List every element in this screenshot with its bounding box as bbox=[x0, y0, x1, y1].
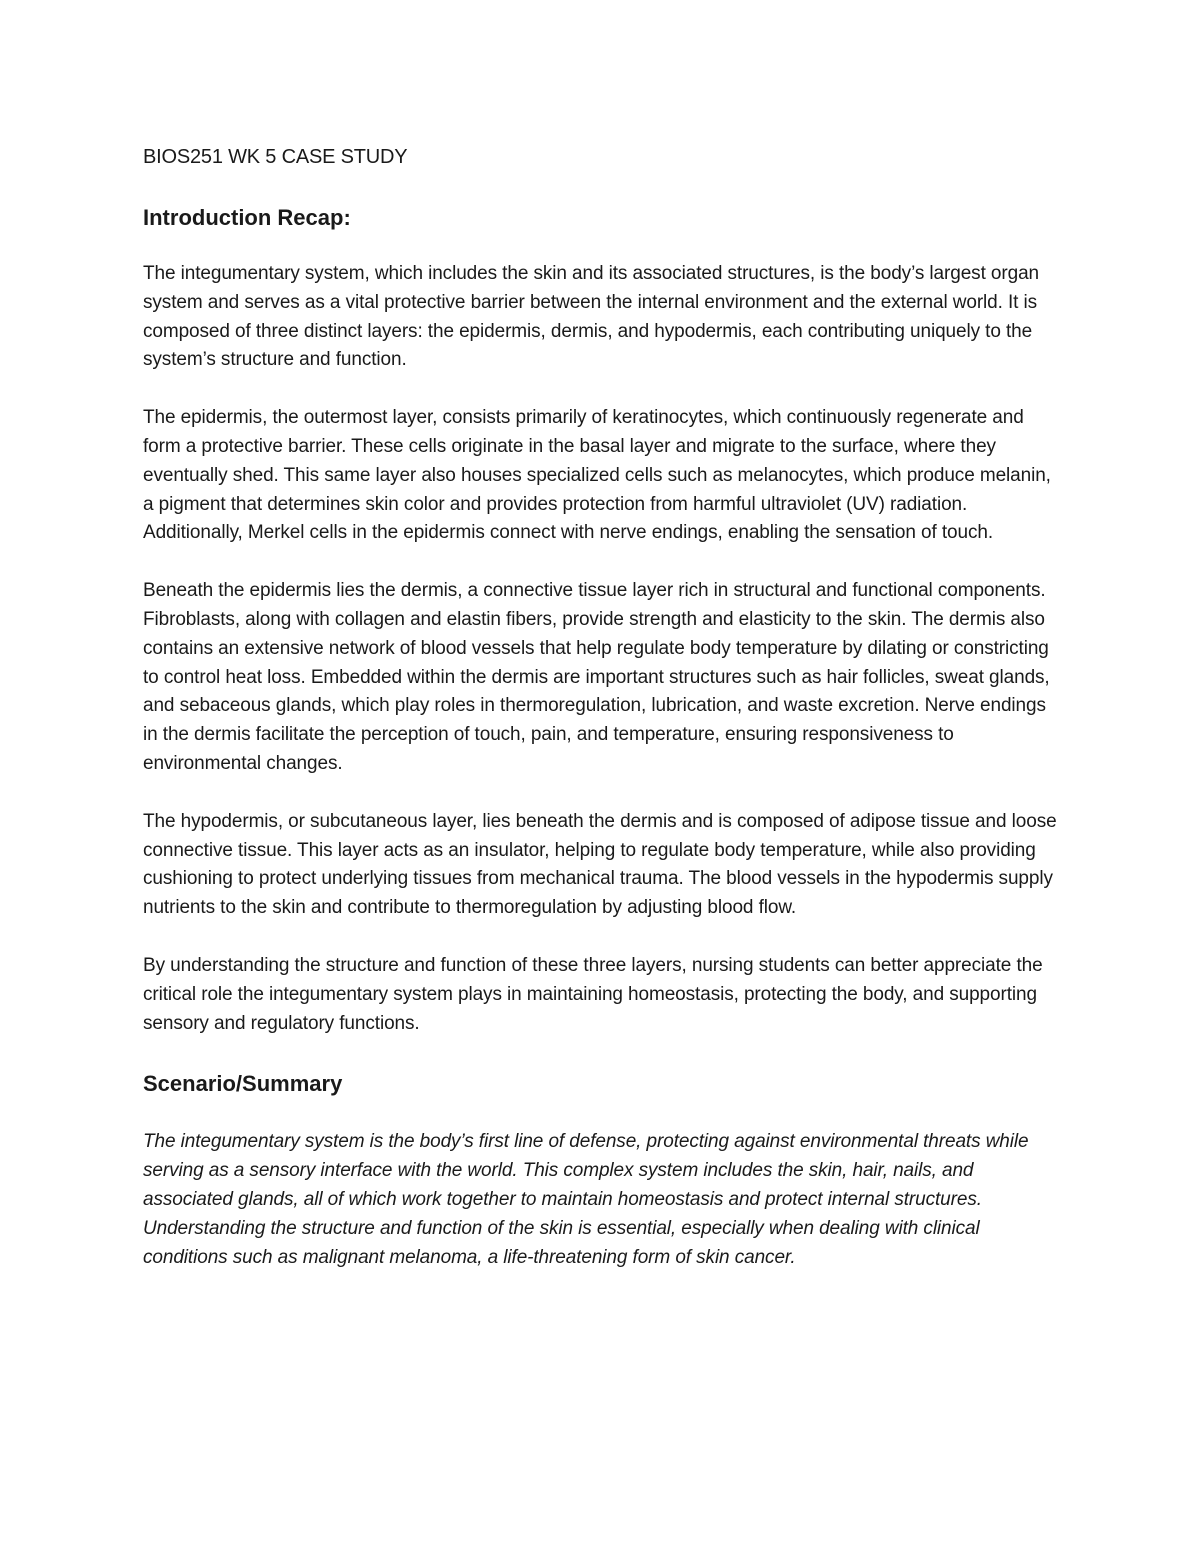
introduction-heading: Introduction Recap: bbox=[143, 205, 351, 230]
scenario-heading: Scenario/Summary bbox=[143, 1071, 343, 1097]
scenario-paragraph: The integumentary system is the body’s first line of defense, protecting against environmental threats while serving as a sensory interface with the world. This complex system includes the skin, hair, nails, and associated glands, all of which work together to maintain homeostasis and protect internal structures. Understanding the structure and function of the skin is essential, especially when dealing with clinical conditions such as malignant melanoma, a life-threatening form of skin cancer. bbox=[143, 1131, 1029, 1268]
document-body bbox=[143, 143, 1058, 1272]
intro-paragraph-1: The integumentary system, which includes the skin and its associated structures, is the body’s largest organ system and serves as a vital protective barrier between the internal environment and the external world. It is composed of three distinct layers: the epidermis, dermis, and hypodermis, each contributing uniquely to the system’s structure and function. bbox=[143, 263, 1040, 371]
document-title: BIOS251 WK 5 CASE STUDY bbox=[143, 146, 408, 168]
intro-paragraph-2: The epidermis, the outermost layer, consists primarily of keratinocytes, which continuously regenerate and form a protective barrier. These cells originate in the basal layer and migrate to the surface, where they eventually shed. This same layer also houses specialized cells such as melanocytes, which produce melanin, a pigment that determines skin color and provides protection from harmful ultraviolet (UV) radiation. Additionally, Merkel cells in the epidermis connect with nerve endings, enabling the sensation of touch. bbox=[143, 407, 1051, 544]
intro-paragraph-3: Beneath the epidermis lies the dermis, a connective tissue layer rich in structural and functional components. Fibroblasts, along with collagen and elastin fibers, provide strength and elasticity to the skin. The dermis also contains an extensive network of blood vessels that help regulate body temperature by dilating or constricting to control heat loss. Embedded within the dermis are important structures such as hair follicles, sweat glands, and sebaceous glands, which play roles in thermoregulation, lubrication, and waste excretion. Nerve endings in the dermis facilitate the perception of touch, pain, and temperature, ensuring responsiveness to environmental changes. bbox=[143, 580, 1050, 774]
intro-paragraph-5: By understanding the structure and function of these three layers, nursing students can better appreciate the critical role the integumentary system plays in maintaining homeostasis, protecting the body, and supporting sensory and regulatory functions. bbox=[143, 954, 1043, 1034]
intro-paragraph-4: The hypodermis, or subcutaneous layer, lies beneath the dermis and is composed of adipose tissue and loose connective tissue. This layer acts as an insulator, helping to regulate body temperature, while also providing cushioning to protect underlying tissues from mechanical trauma. The blood vessels in the hypodermis supply nutrients to the skin and contribute to thermoregulation by adjusting blood flow. bbox=[143, 810, 1057, 919]
